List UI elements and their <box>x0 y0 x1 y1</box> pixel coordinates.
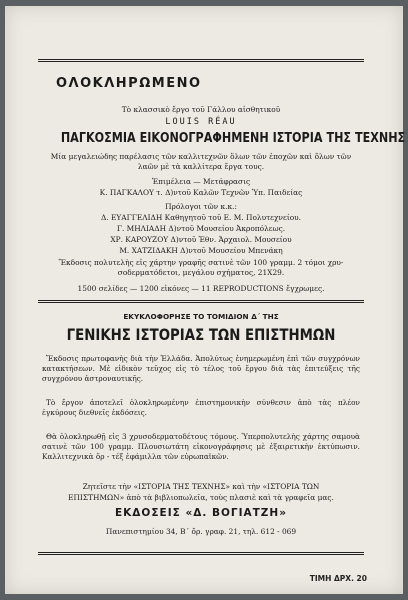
supervision-label: Ἐπιμέλεια — Μετάφρασις <box>151 177 251 186</box>
edition-details-1: Ἔκδοσις πολυτελὴς εἰς χάρτην γραφῆς σατινὲ τῶν 100 γραμμ. 2 τόμοι χρυ- <box>58 258 344 267</box>
prologue-author-3: ΧΡ. ΚΑΡΟΥΖΟΥ Δ)ντοῦ Ἐθν. Ἀρχαιολ. Μουσείου <box>110 235 292 244</box>
publisher-address: Πανεπιστημίου 34, Β΄ ὄρ. γραφ. 21, τηλ. 612 - 069 <box>105 527 297 536</box>
science-description-3: Θὰ ὁλοκληρωθῇ εἰς 3 χρυσοδερματοδέτους τόμους. Ὑπερπολυτελὴς χάρτης σαμουὰ σατινὲ τῶν 100 γραμμ. Πλουσιωτάτη εἰκονογράφησις μὲ ἐξαιρετικὴν ἐκτύπωσιν. Καλλιτεχνικὰ ὅρ - τέξ ἐφάμιλλα τῶν εὐρωπαϊκῶν. <box>42 432 360 462</box>
prologue-author-1: Δ. ΕΥΑΓΓΕΛΙΔΗ Καθηγητοῦ τοῦ Ε. Μ. Πολυτεχνείου. <box>100 213 302 222</box>
price-label: ΤΙΜΗ ΔΡΧ. 20 <box>309 574 367 583</box>
description-line-2: λαῶν μὲ τὰ καλλίτερα ἔργα τους. <box>137 162 265 171</box>
supervisor-name: Κ. ΠΑΓΚΑΛΟΥ τ. Δ)ντοῦ Καλῶν Τεχνῶν Ὑπ. Παιδείας <box>99 188 303 197</box>
prologue-author-2: Γ. ΜΗΛΙΑΔΗ Δ)ντοῦ Μουσείου Ἀκροπόλεως. <box>116 224 286 233</box>
author-name: LOUIS RÉAU <box>165 117 237 127</box>
prologue-label: Πρόλογοι τῶν κ.κ.: <box>165 202 237 211</box>
order-info-line-1: Ζητεῖστε τὴν «ΙΣΤΟΡΙΑ ΤΗΣ ΤΕΧΝΗΣ» καὶ τὴν «ΙΣΤΟΡΙΑ ΤΩΝ <box>82 482 320 491</box>
book-title-art-history: ΠΑΓΚΟΣΜΙΑ ΕΙΚΟΝΟΓΡΑΦΗΜΕΝΗ ΙΣΤΟΡΙΑ ΤΗΣ ΤΕΧΝΗΣ <box>60 131 406 146</box>
description-line-1: Μία μεγαλειώδης παρέλασις τῶν καλλιτεχνῶν ὅλων τῶν ἐποχῶν καὶ ὅλων τῶν <box>50 152 352 161</box>
science-description-1: Ἔκδοσις πρωτοφανὴς διὰ τὴν Ἑλλάδα. Ἀπολύτως ἐνημερωμένη ἐπὶ τῶν συγχρόνων κατακτήσεων. Μὲ εἰδικὸν τεῦχος εἰς τὸ τέλος τοῦ ἔργου διὰ τὰς ἐπιτεύξεις τῆς συγχρόνου ἀστροναυτικῆς. <box>42 354 360 384</box>
magazine-page <box>5 6 406 594</box>
completed-heading: ΟΛΟΚΛΗΡΩΜΕΝΟ <box>56 76 202 91</box>
edition-details-2: σοδερματόδετοι, μεγάλου σχήματος, 21Χ29. <box>117 268 285 277</box>
intro-text: Τὸ κλασσικὸ ἔργο τοῦ Γάλλου αἰσθητικοῦ <box>121 105 281 114</box>
section-divider <box>38 300 364 303</box>
advertisement-frame <box>38 59 406 555</box>
order-info-line-2: ΕΠΙΣΤΗΜΩΝ» ἀπὸ τὰ βιβλιοπωλεῖα, τοὺς πλασιὲ καὶ τὰ γραφεῖα μας. <box>68 493 334 502</box>
science-description-2: Τὸ ἔργον ἀποτελεῖ ὁλοκληρωμένην ἐπιστημονικὴν σύνθεσιν ἀπὸ τὰς πλέον ἐγκύρους διεθνεῖς ἐκδόσεις. <box>42 398 360 418</box>
book-specs: 1500 σελίδες — 1200 εἰκόνες — 11 REPRODUCTIONS ἔγχρωμες. <box>77 284 325 293</box>
prologue-author-4: Μ. ΧΑΤΖΙΔΑΚΗ Δ)ντοῦ Μουσείου Μπενάκη <box>119 246 283 255</box>
publisher-name: ΕΚΔΟΣΕΙΣ «Δ. ΒΟΓΙΑΤΖΗ» <box>115 507 287 519</box>
book-title-science-history: ΓΕΝΙΚΗΣ ΙΣΤΟΡΙΑΣ ΤΩΝ ΕΠΙΣΤΗΜΩΝ <box>66 326 336 344</box>
new-release-heading: ΕΚΥΚΛΟΦΟΡΗΣΕ ΤΟ ΤΟΜΙΔΙΟΝ Δ΄ ΤΗΣ <box>123 312 279 321</box>
